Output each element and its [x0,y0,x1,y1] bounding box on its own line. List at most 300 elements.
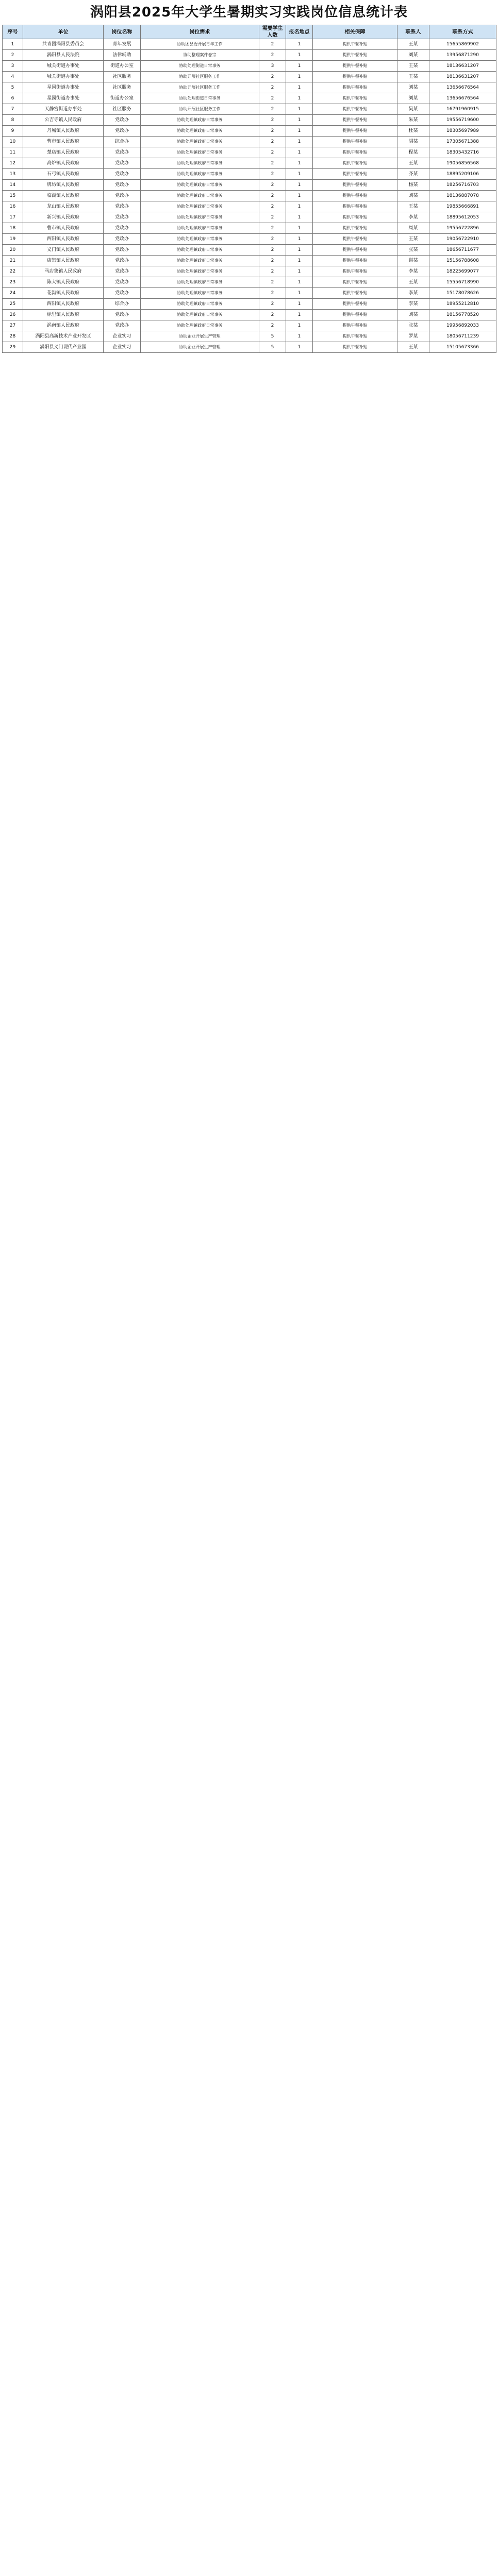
table-cell: 王某 [397,277,429,288]
table-cell: 2 [259,126,286,137]
table-row [3,147,496,158]
table-row [3,39,496,50]
table-cell: 2 [259,82,286,93]
table-cell: 1 [286,39,313,50]
table-cell: 18 [3,223,23,234]
table-row [3,61,496,72]
table-cell: 临湖镇人民政府 [23,191,104,201]
table-cell: 1 [286,93,313,104]
table-cell: 2 [259,223,286,234]
table-cell: 提供午餐补贴 [313,310,397,320]
table-cell: 店集镇人民政府 [23,256,104,266]
table-cell: 24 [3,288,23,299]
table-cell: 1 [286,320,313,331]
table-cell: 1 [286,256,313,266]
column-header: 岗位需求 [141,25,259,39]
table-cell: 15 [3,191,23,201]
table-cell: 22 [3,266,23,277]
table-cell: 花沟镇人民政府 [23,288,104,299]
table-cell: 王某 [397,342,429,353]
table-cell: 1 [286,61,313,72]
table-cell: 18056711239 [429,331,496,342]
table-cell: 1 [286,266,313,277]
table-header-row [3,25,496,39]
table-cell: 2 [259,288,286,299]
table-cell: 提供午餐补贴 [313,115,397,126]
table-cell: 标里镇人民政府 [23,310,104,320]
positions-table [2,25,496,353]
table-cell: 协助处理镇政府日常事务 [141,266,259,277]
table-cell: 2 [259,72,286,82]
table-cell: 1 [286,82,313,93]
table-row [3,158,496,169]
table-cell: 党政办 [104,310,141,320]
table-cell: 协助处理镇政府日常事务 [141,256,259,266]
table-row [3,320,496,331]
table-cell: 提供午餐补贴 [313,331,397,342]
table-row [3,310,496,320]
table-cell: 党政办 [104,115,141,126]
table-cell: 党政办 [104,180,141,191]
table-cell: 协助处理镇政府日常事务 [141,212,259,223]
table-cell: 2 [259,180,286,191]
table-row [3,223,496,234]
table-cell: 提供午餐补贴 [313,147,397,158]
table-cell: 2 [259,201,286,212]
table-cell: 2 [259,310,286,320]
table-row [3,299,496,310]
table-cell: 21 [3,256,23,266]
table-cell: 3 [259,61,286,72]
table-cell: 协助处理镇政府日常事务 [141,169,259,180]
table-cell: 1 [286,158,313,169]
table-cell: 1 [286,191,313,201]
table-cell: 企业实习 [104,342,141,353]
table-cell: 提供午餐补贴 [313,72,397,82]
table-row [3,288,496,299]
table-cell: 综合办 [104,137,141,147]
table-cell: 王某 [397,158,429,169]
table-cell: 5 [259,331,286,342]
table-cell: 2 [259,93,286,104]
table-cell: 2 [259,137,286,147]
table-cell: 1 [286,50,313,61]
table-cell: 协助处理镇政府日常事务 [141,320,259,331]
table-cell: 18256716703 [429,180,496,191]
table-cell: 城关街道办事处 [23,61,104,72]
table-cell: 1 [286,126,313,137]
table-cell: 提供午餐补贴 [313,212,397,223]
table-cell: 1 [3,39,23,50]
table-cell: 协助企业开展生产管理 [141,331,259,342]
table-row [3,277,496,288]
table-cell: 王某 [397,72,429,82]
table-cell: 西阳镇人民政府 [23,299,104,310]
table-cell: 提供午餐补贴 [313,266,397,277]
table-cell: 涡阳县人民法院 [23,50,104,61]
table-cell: 社区服务 [104,104,141,115]
table-cell: 协助处理镇政府日常事务 [141,299,259,310]
table-cell: 28 [3,331,23,342]
table-cell: 2 [259,256,286,266]
table-row [3,266,496,277]
table-cell: 提供午餐补贴 [313,245,397,256]
table-cell: 提供午餐补贴 [313,39,397,50]
table-cell: 党政办 [104,320,141,331]
table-row [3,191,496,201]
table-cell: 党政办 [104,191,141,201]
table-cell: 2 [259,169,286,180]
table-cell: 社区服务 [104,82,141,93]
table-cell: 党政办 [104,256,141,266]
table-cell: 2 [259,104,286,115]
table-row [3,256,496,266]
table-cell: 18156778520 [429,310,496,320]
table-cell: 2 [3,50,23,61]
table-cell: 1 [286,147,313,158]
table-cell: 18895209106 [429,169,496,180]
table-cell: 19956892033 [429,320,496,331]
table-cell: 牌坊镇人民政府 [23,180,104,191]
table-cell: 提供午餐补贴 [313,342,397,353]
table-cell: 提供午餐补贴 [313,104,397,115]
table-cell: 党政办 [104,212,141,223]
table-cell: 青年发展 [104,39,141,50]
table-cell: 18225699077 [429,266,496,277]
table-cell: 党政办 [104,201,141,212]
table-cell: 20 [3,245,23,256]
table-cell: 协助处理镇政府日常事务 [141,158,259,169]
table-cell: 5 [259,342,286,353]
table-row [3,169,496,180]
table-cell: 23 [3,277,23,288]
table-cell: 19 [3,234,23,245]
table-cell: 协助团县委开展青年工作 [141,39,259,50]
table-cell: 提供午餐补贴 [313,320,397,331]
table-cell: 提供午餐补贴 [313,158,397,169]
column-header: 相关保障 [313,25,397,39]
table-cell: 18136887078 [429,191,496,201]
table-cell: 2 [259,234,286,245]
table-cell: 周某 [397,223,429,234]
table-cell: 共青团涡阳县委员会 [23,39,104,50]
table-cell: 2 [259,245,286,256]
table-cell: 19056856568 [429,158,496,169]
table-cell: 协助处理镇政府日常事务 [141,310,259,320]
table-cell: 李某 [397,212,429,223]
table-cell: 程某 [397,147,429,158]
table-cell: 1 [286,137,313,147]
table-cell: 19056722910 [429,234,496,245]
table-cell: 党政办 [104,147,141,158]
table-cell: 2 [259,147,286,158]
table-cell: 13656676564 [429,82,496,93]
table-cell: 李某 [397,266,429,277]
table-cell: 10 [3,137,23,147]
table-row [3,115,496,126]
table-cell: 1 [286,201,313,212]
table-cell: 协助处理镇政府日常事务 [141,201,259,212]
column-header: 序号 [3,25,23,39]
table-cell: 城关街道办事处 [23,72,104,82]
table-cell: 1 [286,277,313,288]
table-cell: 李某 [397,299,429,310]
table-cell: 天静宫街道办事处 [23,104,104,115]
table-cell: 18136631207 [429,61,496,72]
table-cell: 提供午餐补贴 [313,277,397,288]
table-cell: 4 [3,72,23,82]
table-cell: 王某 [397,39,429,50]
table-cell: 提供午餐补贴 [313,201,397,212]
table-cell: 李某 [397,288,429,299]
table-cell: 涡南镇人民政府 [23,320,104,331]
table-cell: 1 [286,234,313,245]
table-cell: 1 [286,72,313,82]
table-cell: 高炉镇人民政府 [23,158,104,169]
table-cell: 胡某 [397,137,429,147]
table-cell: 提供午餐补贴 [313,191,397,201]
table-cell: 2 [259,212,286,223]
page-title: 涡阳县2025年大学生暑期实习实践岗位信息统计表 [90,5,408,20]
table-row [3,104,496,115]
table-cell: 法律辅助 [104,50,141,61]
table-row [3,93,496,104]
table-cell: 2 [259,299,286,310]
table-cell: 罗某 [397,331,429,342]
table-cell: 13656676564 [429,93,496,104]
table-cell: 提供午餐补贴 [313,234,397,245]
table-cell: 协助处理镇政府日常事务 [141,115,259,126]
table-cell: 2 [259,320,286,331]
table-cell: 党政办 [104,288,141,299]
table-body [3,39,496,353]
table-cell: 1 [286,169,313,180]
table-cell: 1 [286,299,313,310]
table-cell: 提供午餐补贴 [313,61,397,72]
table-cell: 党政办 [104,126,141,137]
table-cell: 提供午餐补贴 [313,299,397,310]
table-cell: 党政办 [104,223,141,234]
table-cell: 9 [3,126,23,137]
table-cell: 王某 [397,201,429,212]
table-cell: 13 [3,169,23,180]
table-cell: 提供午餐补贴 [313,256,397,266]
table-cell: 14 [3,180,23,191]
table-cell: 综合办 [104,299,141,310]
table-cell: 16 [3,201,23,212]
table-row [3,126,496,137]
column-header: 报名地点 [286,25,313,39]
table-cell: 2 [259,266,286,277]
column-header: 单位 [23,25,104,39]
table-cell: 企业实习 [104,331,141,342]
table-cell: 刘某 [397,93,429,104]
table-cell: 2 [259,277,286,288]
table-cell: 齐某 [397,169,429,180]
table-cell: 15105673366 [429,342,496,353]
table-cell: 协助处理镇政府日常事务 [141,180,259,191]
table-cell: 协助整理案件卷宗 [141,50,259,61]
table-cell: 提供午餐补贴 [313,223,397,234]
table-cell: 刘某 [397,50,429,61]
table-cell: 1 [286,104,313,115]
table-cell: 16791960915 [429,104,496,115]
table-cell: 1 [286,331,313,342]
table-cell: 11 [3,147,23,158]
table-cell: 17 [3,212,23,223]
table-cell: 协助处理镇政府日常事务 [141,288,259,299]
table-cell: 18656711677 [429,245,496,256]
table-cell: 党政办 [104,245,141,256]
table-cell: 党政办 [104,277,141,288]
table-cell: 26 [3,310,23,320]
table-cell: 张某 [397,320,429,331]
table-cell: 刘某 [397,191,429,201]
table-cell: 1 [286,288,313,299]
table-row [3,82,496,93]
table-cell: 龙山镇人民政府 [23,201,104,212]
table-cell: 党政办 [104,234,141,245]
table-cell: 提供午餐补贴 [313,169,397,180]
table-cell: 1 [286,342,313,353]
table-cell: 1 [286,223,313,234]
table-cell: 15178078626 [429,288,496,299]
table-cell: 18305432716 [429,147,496,158]
table-cell: 谢某 [397,256,429,266]
table-cell: 杜某 [397,126,429,137]
table-cell: 提供午餐补贴 [313,137,397,147]
table-cell: 13956871290 [429,50,496,61]
table-cell: 西阳镇人民政府 [23,234,104,245]
table-cell: 协助处理镇政府日常事务 [141,277,259,288]
table-cell: 8 [3,115,23,126]
table-cell: 协助处理镇政府日常事务 [141,191,259,201]
table-cell: 协助处理镇政府日常事务 [141,126,259,137]
table-cell: 新兴镇人民政府 [23,212,104,223]
table-cell: 27 [3,320,23,331]
table-cell: 18136631207 [429,72,496,82]
table-cell: 星园街道办事处 [23,82,104,93]
table-row [3,201,496,212]
table-cell: 党政办 [104,158,141,169]
table-row [3,212,496,223]
table-cell: 杨某 [397,180,429,191]
table-cell: 街道办公室 [104,93,141,104]
table-cell: 马店集镇人民政府 [23,266,104,277]
table-cell: 2 [259,191,286,201]
table-cell: 协助开展社区服务工作 [141,104,259,115]
table-cell: 1 [286,115,313,126]
table-cell: 协助处理镇政府日常事务 [141,245,259,256]
table-cell: 提供午餐补贴 [313,180,397,191]
table-cell: 王某 [397,234,429,245]
table-cell: 张某 [397,245,429,256]
table-cell: 陈大镇人民政府 [23,277,104,288]
table-cell: 曹市镇人民政府 [23,137,104,147]
table-cell: 1 [286,180,313,191]
column-header: 需要学生人数 [259,25,286,39]
table-cell: 3 [3,61,23,72]
table-cell: 曹市镇人民政府 [23,223,104,234]
table-cell: 丹城镇人民政府 [23,126,104,137]
table-cell: 协助开展社区服务工作 [141,72,259,82]
table-cell: 提供午餐补贴 [313,50,397,61]
table-cell: 义门镇人民政府 [23,245,104,256]
table-cell: 17305671388 [429,137,496,147]
table-cell: 王某 [397,61,429,72]
table-cell: 1 [286,310,313,320]
table-cell: 涡阳县高新技术产业开发区 [23,331,104,342]
table-cell: 协助处理镇政府日常事务 [141,137,259,147]
table-cell: 1 [286,245,313,256]
table-cell: 街道办公室 [104,61,141,72]
table-cell: 18305697989 [429,126,496,137]
table-cell: 提供午餐补贴 [313,126,397,137]
column-header: 联系方式 [429,25,496,39]
table-row [3,234,496,245]
table-cell: 刘某 [397,310,429,320]
table-cell: 19556722896 [429,223,496,234]
table-cell: 协助开展社区服务工作 [141,82,259,93]
table-cell: 吴某 [397,104,429,115]
table-cell: 协助处理镇政府日常事务 [141,147,259,158]
table-cell: 党政办 [104,266,141,277]
table-cell: 涡阳县义门现代产业园 [23,342,104,353]
table-cell: 2 [259,115,286,126]
table-cell: 党政办 [104,169,141,180]
table-cell: 协助企业开展生产管理 [141,342,259,353]
table-cell: 朱某 [397,115,429,126]
table-cell: 2 [259,158,286,169]
table-cell: 刘某 [397,82,429,93]
table-cell: 18955212810 [429,299,496,310]
table-cell: 公吉寺镇人民政府 [23,115,104,126]
table-row [3,245,496,256]
table-cell: 社区服务 [104,72,141,82]
table-cell: 18895612053 [429,212,496,223]
table-cell: 25 [3,299,23,310]
table-cell: 7 [3,104,23,115]
table-cell: 协助处理镇政府日常事务 [141,223,259,234]
table-cell: 石弓镇人民政府 [23,169,104,180]
table-cell: 15655869902 [429,39,496,50]
table-cell: 协助处理镇政府日常事务 [141,234,259,245]
table-cell: 2 [259,50,286,61]
table-cell: 29 [3,342,23,353]
table-cell: 楚店镇人民政府 [23,147,104,158]
table-cell: 6 [3,93,23,104]
table-row [3,50,496,61]
table-cell: 19556719600 [429,115,496,126]
column-header: 联系人 [397,25,429,39]
table-cell: 协助处理街道日常事务 [141,93,259,104]
column-header: 岗位名称 [104,25,141,39]
table-cell: 15556718990 [429,277,496,288]
table-cell: 协助处理街道日常事务 [141,61,259,72]
table-row [3,331,496,342]
table-cell: 12 [3,158,23,169]
table-cell: 15156788608 [429,256,496,266]
table-cell: 19855666891 [429,201,496,212]
table-cell: 提供午餐补贴 [313,82,397,93]
table-cell: 1 [286,212,313,223]
table-row [3,342,496,353]
table-cell: 星园街道办事处 [23,93,104,104]
table-cell: 提供午餐补贴 [313,288,397,299]
table-cell: 提供午餐补贴 [313,93,397,104]
table-row [3,180,496,191]
table-cell: 2 [259,39,286,50]
